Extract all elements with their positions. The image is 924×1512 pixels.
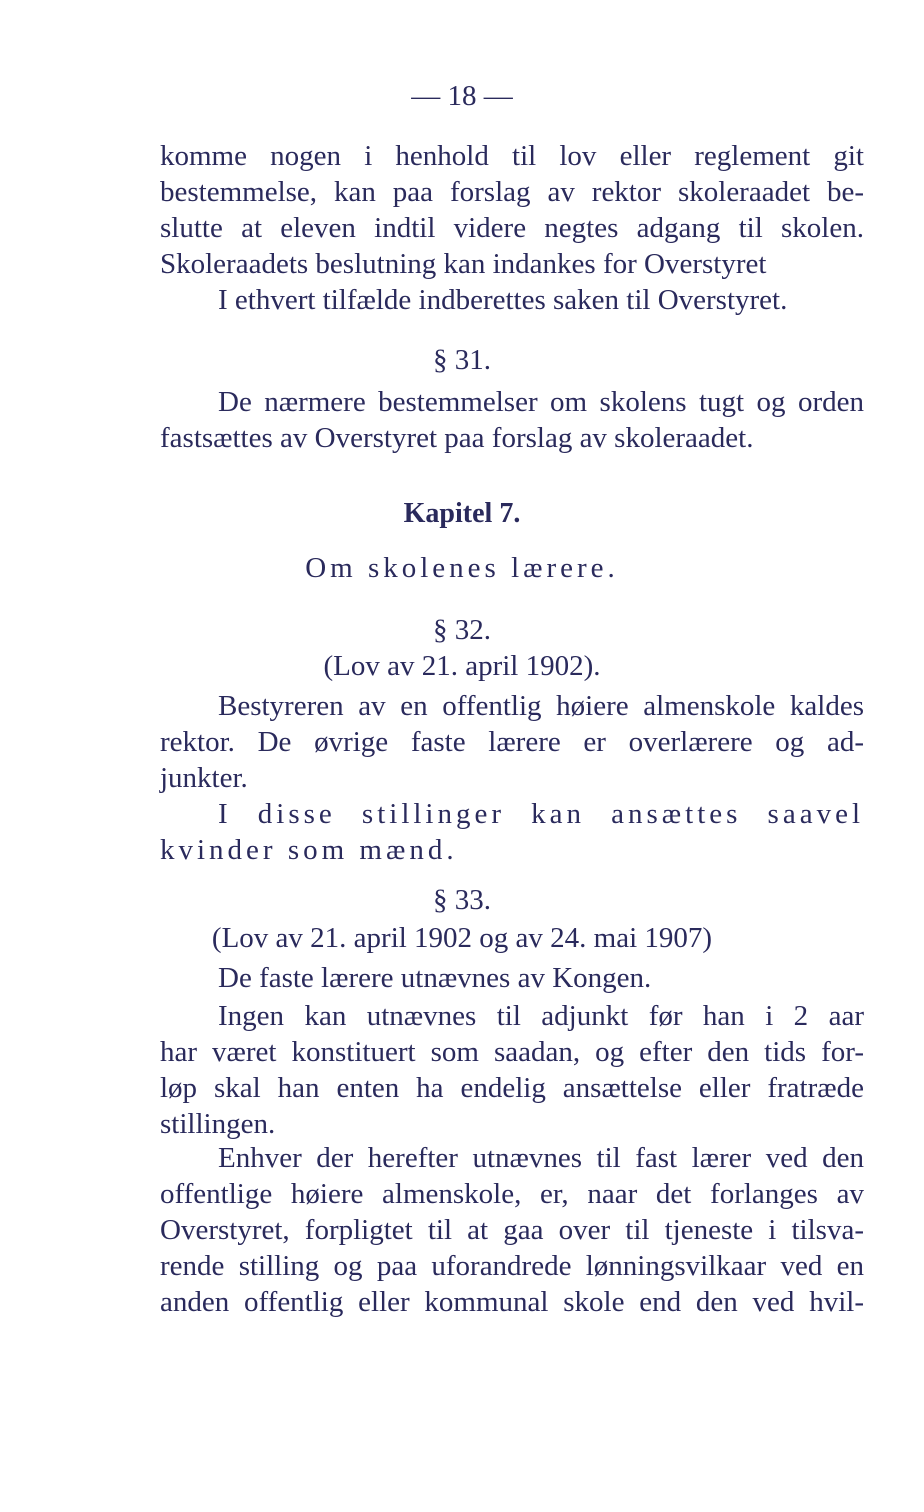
chapter-subtitle: Om skolenes lærere. — [305, 552, 619, 584]
text-line: offentlige høiere almenskole, er, naar det forlanges av — [160, 1178, 864, 1210]
text-line: anden offentlig eller kommunal skole end den ved hvil- — [160, 1286, 864, 1318]
text-line: komme nogen i henhold til lov eller reglement git — [160, 140, 864, 172]
section-33-heading: § 33. — [433, 884, 491, 916]
text-line: løp skal han enten ha endelig ansættelse eller fratræde — [160, 1072, 864, 1104]
text-line: bestemmelse, kan paa forslag av rektor skoleraadet be- — [160, 176, 864, 208]
section-33-reference: (Lov av 21. april 1902 og av 24. mai 1907) — [211, 922, 713, 954]
text-line: I ethvert tilfælde indberettes saken til Overstyret. — [218, 284, 788, 316]
text-line: Bestyreren av en offentlig høiere almenskole kaldes — [218, 690, 864, 722]
text-line: fastsættes av Overstyret paa forslag av skoleraadet. — [160, 422, 754, 454]
page-number: — 18 — — [411, 80, 513, 112]
text-line: har været konstituert som saadan, og efter den tids for- — [160, 1036, 864, 1068]
text-line: Overstyret, forpligtet til at gaa over til tjeneste i tilsva- — [160, 1214, 864, 1246]
text-line: De faste lærere utnævnes av Kongen. — [218, 962, 652, 994]
text-line: slutte at eleven indtil videre negtes adgang til skolen. — [160, 212, 864, 244]
text-line: Skoleraadets beslutning kan indankes for Overstyret — [160, 248, 767, 280]
text-line: Enhver der herefter utnævnes til fast lærer ved den — [218, 1142, 864, 1174]
section-32-heading: § 32. — [433, 614, 491, 646]
section-32-reference: (Lov av 21. april 1902). — [323, 650, 601, 682]
text-line: De nærmere bestemmelser om skolens tugt og orden — [218, 386, 864, 418]
text-line: junkter. — [160, 762, 248, 794]
chapter-heading: Kapitel 7. — [403, 498, 521, 529]
text-line: rektor. De øvrige faste lærere er overlærere og ad- — [160, 726, 864, 758]
text-line: I disse stillinger kan ansættes saavel — [218, 798, 864, 830]
section-31-heading: § 31. — [433, 344, 491, 376]
text-line: stillingen. — [160, 1108, 276, 1140]
text-line: Ingen kan utnævnes til adjunkt før han i 2 aar — [218, 1000, 864, 1032]
text-line: rende stilling og paa uforandrede lønningsvilkaar ved en — [160, 1250, 864, 1282]
text-line: kvinder som mænd. — [160, 834, 458, 866]
